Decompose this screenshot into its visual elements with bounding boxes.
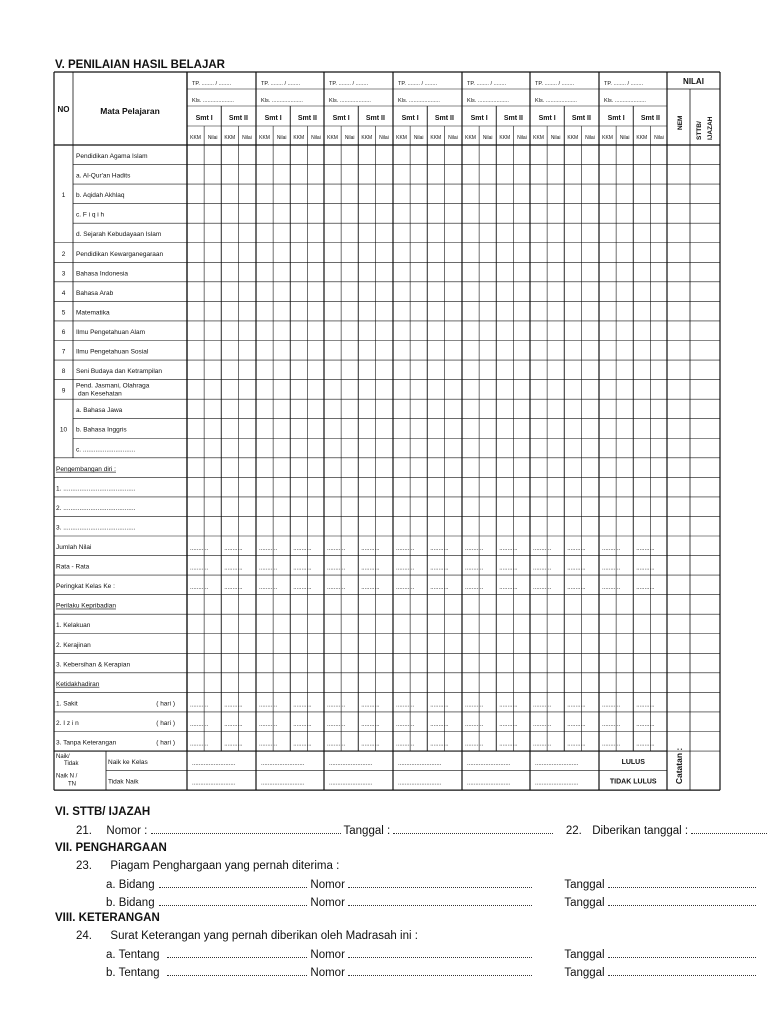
item-number: 22. <box>565 825 582 837</box>
subject-label: a. Bahasa Jawa <box>76 407 123 415</box>
dots-field: ........... <box>602 721 621 728</box>
dots-field: ........... <box>636 741 655 748</box>
smt2-label: Smt II <box>571 115 591 122</box>
dots-field: ........... <box>602 741 621 748</box>
dots-field: ........... <box>533 721 552 728</box>
subject-label: Pendidikan Agama Islam <box>76 153 148 160</box>
penghargaan-a <box>106 878 756 891</box>
tp-label: TP. ........ / ........ <box>329 81 369 87</box>
no-header: NO <box>57 105 70 114</box>
dots-field: ........... <box>430 546 449 552</box>
row-label: Jumlah Nilai <box>56 544 92 551</box>
row-number: 3 <box>61 270 66 278</box>
row-label: 2. I z i n <box>56 719 79 727</box>
kls-label: Kls. .................... <box>604 98 646 104</box>
dots-field: ........... <box>361 741 380 748</box>
row-label: Pengembangan diri : <box>56 465 116 473</box>
dots-field: ........... <box>190 565 209 572</box>
dots-field: ........... <box>224 585 243 592</box>
tp-label: TP. ........ / ........ <box>192 81 232 87</box>
naik-label: Tidak <box>64 761 79 768</box>
tentang-label: a. Tentang <box>106 949 160 961</box>
subject-header: Mata Pelajaran <box>100 106 160 116</box>
nomor-label: Nomor <box>310 897 345 909</box>
dots-field: ........... <box>567 702 586 709</box>
kls-label: Kls. .................... <box>535 98 577 104</box>
row-label: 2. ........................................ <box>56 504 136 512</box>
item-number: 21. <box>76 825 92 837</box>
tentang-label: b. Tentang <box>106 967 160 979</box>
keterangan-intro <box>76 930 418 942</box>
nomor-label: Nomor <box>310 879 345 891</box>
dots-field: .......................... <box>535 780 579 787</box>
dots-field: ........... <box>533 585 552 592</box>
row-number: 2 <box>61 250 66 258</box>
subject-label: Bahasa Indonesia <box>76 270 129 278</box>
tanggal-label: Tanggal <box>564 967 605 979</box>
dots-field: ........... <box>190 721 209 728</box>
dots-field: .......................... <box>261 780 305 787</box>
dots-field: ........... <box>327 565 346 572</box>
nilai-small-label: Nilai <box>413 135 424 141</box>
row-number: 4 <box>61 289 66 297</box>
kls-label: Kls. .................... <box>398 98 440 104</box>
keterangan-text: Surat Keterangan yang pernah diberikan oleh Madrasah ini : <box>110 930 418 942</box>
tp-label: TP. ........ / ........ <box>467 81 507 87</box>
kkm-label: KKM <box>499 135 511 141</box>
subject-label: c. F i q i h <box>76 211 105 219</box>
subject-label: Pend. Jasmani, Olahraga <box>76 382 150 390</box>
tanggal-label: Tanggal : <box>343 825 391 837</box>
dots-field: ........... <box>327 741 346 748</box>
subject-label: c. ............................. <box>76 446 136 454</box>
nilai-small-label: Nilai <box>242 135 252 141</box>
dots-field: .......................... <box>398 761 442 768</box>
tidak-lulus-label: TIDAK LULUS <box>609 778 657 786</box>
subject-label: Ilmu Pengetahuan Alam <box>76 328 146 336</box>
row-number: 1 <box>61 192 66 200</box>
nilai-small-label: Nilai <box>311 135 321 141</box>
dots-field: .......................... <box>398 780 442 787</box>
dots-field: ........... <box>293 585 312 592</box>
nomor-label: Nomor <box>310 967 345 979</box>
dots-field: ........... <box>396 741 415 748</box>
diberikan-label: Diberikan tanggal : <box>592 825 689 837</box>
section-8-title: VIII. KETERANGAN <box>55 912 160 924</box>
dots-field: ........... <box>327 702 346 709</box>
smt1-label: Smt I <box>470 115 488 122</box>
nilai-small-label: Nilai <box>344 135 355 141</box>
dots-field: ........... <box>190 546 209 552</box>
lulus-label: LULUS <box>621 759 645 767</box>
dots-field: ........... <box>396 546 415 552</box>
row-label: 3. Tanpa Keterangan <box>56 739 117 747</box>
subject-label: Ilmu Pengetahuan Sosial <box>76 348 149 356</box>
row-label: Ketidakhadiran <box>56 680 100 688</box>
dots-field: ........... <box>499 721 518 728</box>
tanggal-label: Tanggal <box>564 949 605 961</box>
dots-field: ........... <box>224 565 243 572</box>
kkm-label: KKM <box>430 135 442 141</box>
smt1-label: Smt I <box>538 115 556 122</box>
tanggal-field[interactable] <box>608 878 756 888</box>
dots-field: ........... <box>259 741 278 748</box>
dots-field: ........... <box>396 702 415 709</box>
unit-label: ( hari ) <box>156 700 175 708</box>
nomor-label: Nomor : <box>106 825 148 837</box>
dots-field: ........... <box>430 585 449 592</box>
row-number: 7 <box>61 348 66 356</box>
dots-field: ........... <box>293 741 312 748</box>
dots-field: ........... <box>430 565 449 572</box>
nilai-small-label: Nilai <box>585 135 595 141</box>
naik-label: TN <box>68 781 76 788</box>
kls-label: Kls. .................... <box>467 98 509 104</box>
dots-field: ........... <box>602 585 621 592</box>
dots-field: ........... <box>465 546 484 552</box>
dots-field: ........... <box>636 721 655 728</box>
dots-field: ........... <box>361 585 380 592</box>
nomor-field[interactable] <box>151 824 341 834</box>
row-label: 1. ........................................ <box>56 485 136 493</box>
subject-label: Matematika <box>76 309 110 317</box>
kls-label: Kls. .................... <box>329 98 371 104</box>
dots-field: .......................... <box>261 761 305 768</box>
row-label: 3. ........................................ <box>56 524 136 532</box>
kkm-label: KKM <box>396 135 407 141</box>
tanggal-label: Tanggal <box>564 897 605 909</box>
nilai-small-label: Nilai <box>448 135 458 141</box>
smt2-label: Smt II <box>228 115 248 122</box>
tanggal-field[interactable] <box>608 896 756 906</box>
dots-field: ........... <box>636 565 655 572</box>
penghargaan-b <box>106 896 756 909</box>
smt2-label: Smt II <box>503 115 523 122</box>
dots-field: ........... <box>327 585 346 592</box>
kkm-label: KKM <box>190 135 201 141</box>
dots-field: ........... <box>224 741 243 748</box>
nomor-field[interactable] <box>348 966 532 976</box>
kkm-label: KKM <box>602 135 613 141</box>
row-number: 8 <box>61 368 66 376</box>
subject-label: Pendidikan Kewarganegaraan <box>76 250 164 258</box>
dots-field: ........... <box>224 721 243 728</box>
smt2-label: Smt II <box>640 115 660 122</box>
dots-field: ........... <box>430 741 449 748</box>
nomor-field[interactable] <box>348 878 532 888</box>
dots-field: ........... <box>361 702 380 709</box>
dots-field: ........... <box>499 702 518 709</box>
dots-field: ........... <box>636 702 655 709</box>
nilai-small-label: Nilai <box>550 135 561 141</box>
kkm-label: KKM <box>361 135 373 141</box>
smt2-label: Smt II <box>434 115 454 122</box>
dots-field: ........... <box>533 546 552 552</box>
penghargaan-text: Piagam Penghargaan yang pernah diterima : <box>110 860 340 872</box>
dots-field: ........... <box>293 702 312 709</box>
nem-header: NEM <box>677 115 684 130</box>
nilai-small-label: Nilai <box>276 135 287 141</box>
dots-field: ........... <box>465 565 484 572</box>
item-number: 24. <box>76 930 92 942</box>
nilai-small-label: Nilai <box>619 135 630 141</box>
row-label: Rata - Rata <box>56 563 90 571</box>
smt1-label: Smt I <box>607 115 625 122</box>
bidang-label: b. Bidang <box>106 897 155 909</box>
dots-field: ........... <box>636 585 655 592</box>
dots-field: ........... <box>361 721 380 728</box>
kkm-label: KKM <box>327 135 338 141</box>
nilai-header: NILAI <box>683 77 704 86</box>
subject-label: a. Al-Qur'an Hadits <box>76 172 131 180</box>
section-5-title: V. PENILAIAN HASIL BELAJAR <box>55 59 225 71</box>
dots-field: ........... <box>465 741 484 748</box>
dots-field: ........... <box>293 721 312 728</box>
nomor-field[interactable] <box>348 896 532 906</box>
dots-field: ........... <box>499 741 518 748</box>
row-label: Peringkat Kelas Ke : <box>56 583 115 591</box>
dots-field: ........... <box>465 721 484 728</box>
tp-label: TP. ........ / ........ <box>604 81 644 87</box>
dots-field: ........... <box>259 565 278 572</box>
dots-field: ........... <box>465 585 484 592</box>
dots-field: ........... <box>396 565 415 572</box>
sttb-header: STTB/ <box>696 121 703 140</box>
penghargaan-intro <box>76 860 339 872</box>
dots-field: ........... <box>293 565 312 572</box>
tp-label: TP. ........ / ........ <box>261 81 301 87</box>
naik-label: Naik/ <box>56 754 70 761</box>
smt1-label: Smt I <box>195 115 213 122</box>
subject-label: b. Bahasa Inggris <box>76 426 127 434</box>
dots-field: ........... <box>567 546 586 552</box>
dots-field: ........... <box>327 546 346 552</box>
dots-field: ........... <box>499 565 518 572</box>
kkm-label: KKM <box>224 135 236 141</box>
tidak-naik-label: Tidak Naik <box>108 778 139 786</box>
row-number: 6 <box>61 328 66 336</box>
keterangan-b <box>106 966 756 979</box>
tanggal-field[interactable] <box>608 966 756 976</box>
dots-field: ........... <box>465 702 484 709</box>
subject-label: Bahasa Arab <box>76 289 114 297</box>
dots-field: ........... <box>396 585 415 592</box>
tentang-field[interactable] <box>167 948 307 958</box>
dots-field: ........... <box>259 585 278 592</box>
dots-field: .......................... <box>467 761 511 768</box>
dots-field: ........... <box>224 702 243 709</box>
sttb-row <box>76 824 768 837</box>
dots-field: ........... <box>567 565 586 572</box>
naik-ke-kelas-label: Naik ke Kelas <box>108 759 148 767</box>
bidang-field[interactable] <box>159 896 307 906</box>
bidang-label: a. Bidang <box>106 879 155 891</box>
dots-field: ........... <box>499 546 518 552</box>
row-label: 2. Kerajinan <box>56 641 91 649</box>
tp-label: TP. ........ / ........ <box>535 81 575 87</box>
kls-label: Kls. .................... <box>261 98 303 104</box>
dots-field: ........... <box>533 741 552 748</box>
tanggal-label: Tanggal <box>564 879 605 891</box>
smt1-label: Smt I <box>401 115 419 122</box>
subject-label: dan Kesehatan <box>78 390 122 398</box>
dots-field: ........... <box>190 741 209 748</box>
nomor-field[interactable] <box>348 948 532 958</box>
dots-field: ........... <box>499 585 518 592</box>
dots-field: ........... <box>396 721 415 728</box>
dots-field: .......................... <box>535 761 579 768</box>
ijazah-header: IJAZAH <box>707 116 714 140</box>
section-6-title: VI. STTB/ IJAZAH <box>55 806 151 818</box>
subject-label: d. Sejarah Kebudayaan Islam <box>76 231 162 239</box>
naik-label: Naik N / <box>56 773 78 780</box>
dots-field: ........... <box>361 565 380 572</box>
section-7-title: VII. PENGHARGAAN <box>55 842 167 854</box>
row-number: 9 <box>61 387 66 395</box>
dots-field: ........... <box>567 741 586 748</box>
kls-label: Kls. .................... <box>192 98 234 104</box>
dots-field: ........... <box>190 585 209 592</box>
dots-field: ........... <box>533 702 552 709</box>
nilai-small-label: Nilai <box>379 135 389 141</box>
dots-field: ........... <box>602 546 621 552</box>
nomor-label: Nomor <box>310 949 345 961</box>
item-number: 23. <box>76 860 92 872</box>
subject-label: b. Aqidah Akhlaq <box>76 192 125 200</box>
dots-field: ........... <box>190 702 209 709</box>
unit-label: ( hari ) <box>156 719 175 727</box>
nilai-small-label: Nilai <box>517 135 527 141</box>
dots-field: .......................... <box>192 761 236 768</box>
kkm-label: KKM <box>567 135 579 141</box>
dots-field: ........... <box>224 546 243 552</box>
keterangan-a <box>106 948 756 961</box>
dots-field: ........... <box>259 721 278 728</box>
dots-field: .......................... <box>329 761 373 768</box>
row-number: 10 <box>59 426 68 434</box>
nilai-small-label: Nilai <box>654 135 664 141</box>
subject-label: Seni Budaya dan Ketrampilan <box>76 368 163 376</box>
nilai-small-label: Nilai <box>482 135 493 141</box>
kkm-label: KKM <box>636 135 648 141</box>
dots-field: .......................... <box>192 780 236 787</box>
dots-field: ........... <box>259 702 278 709</box>
smt2-label: Smt II <box>297 115 317 122</box>
dots-field: ........... <box>602 702 621 709</box>
row-label: 3. Kebersihan & Kerapian <box>56 661 131 669</box>
row-label: 1. Kelakuan <box>56 622 91 630</box>
bidang-field[interactable] <box>159 878 307 888</box>
dots-field: .......................... <box>467 780 511 787</box>
dots-field: ........... <box>430 721 449 728</box>
kkm-label: KKM <box>465 135 476 141</box>
kkm-label: KKM <box>293 135 305 141</box>
smt2-label: Smt II <box>365 115 385 122</box>
nilai-small-label: Nilai <box>207 135 218 141</box>
kkm-label: KKM <box>259 135 270 141</box>
row-label: 1. Sakit <box>56 700 78 708</box>
dots-field: ........... <box>259 546 278 552</box>
dots-field: ........... <box>361 546 380 552</box>
unit-label: ( hari ) <box>156 739 175 747</box>
dots-field: ........... <box>430 702 449 709</box>
dots-field: ........... <box>293 546 312 552</box>
tentang-field[interactable] <box>167 966 307 976</box>
dots-field: ........... <box>567 721 586 728</box>
kkm-label: KKM <box>533 135 544 141</box>
dots-field: .......................... <box>329 780 373 787</box>
dots-field: ........... <box>602 565 621 572</box>
dots-field: ........... <box>533 565 552 572</box>
tanggal-field[interactable] <box>393 824 553 834</box>
row-number: 5 <box>61 309 66 317</box>
dots-field: ........... <box>567 585 586 592</box>
row-label: Perilaku Kepribadian <box>56 602 116 610</box>
catatan-label: Catatan : <box>674 747 684 785</box>
dots-field: ........... <box>327 721 346 728</box>
tanggal-field[interactable] <box>608 948 756 958</box>
dots-field: ........... <box>636 546 655 552</box>
diberikan-field[interactable] <box>691 824 768 834</box>
smt1-label: Smt I <box>264 115 282 122</box>
smt1-label: Smt I <box>332 115 350 122</box>
tp-label: TP. ........ / ........ <box>398 81 438 87</box>
